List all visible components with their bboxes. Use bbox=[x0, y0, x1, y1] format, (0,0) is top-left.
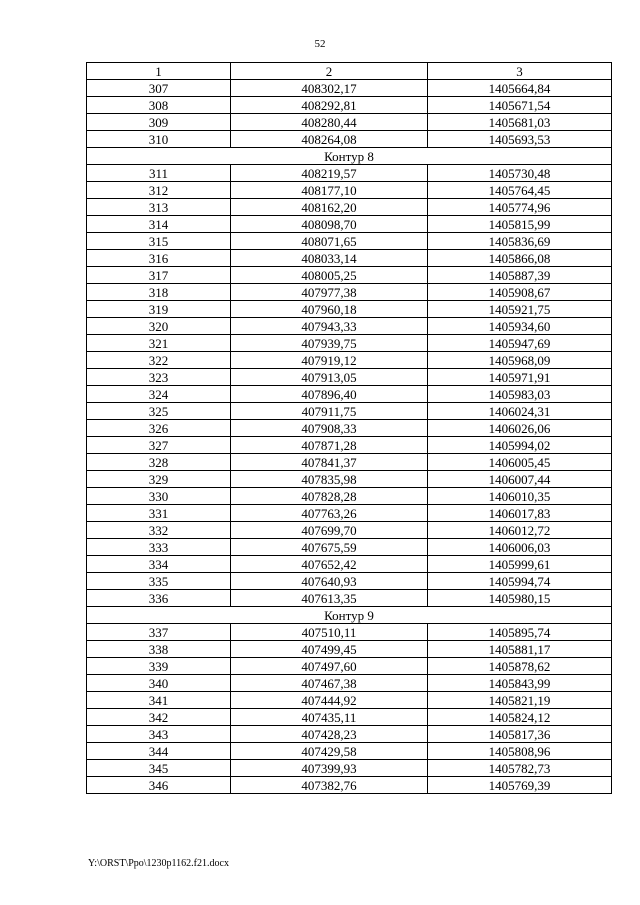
cell-y-coordinate: 1405664,84 bbox=[428, 80, 612, 97]
cell-point-number: 342 bbox=[87, 709, 231, 726]
cell-x-coordinate: 407977,38 bbox=[231, 284, 428, 301]
cell-x-coordinate: 407943,33 bbox=[231, 318, 428, 335]
cell-point-number: 319 bbox=[87, 301, 231, 318]
cell-point-number: 333 bbox=[87, 539, 231, 556]
table-row bbox=[87, 131, 612, 148]
cell-point-number: 341 bbox=[87, 692, 231, 709]
cell-x-coordinate: 407429,58 bbox=[231, 743, 428, 760]
table-row bbox=[87, 420, 612, 437]
table-header-row bbox=[87, 63, 612, 80]
table-row bbox=[87, 539, 612, 556]
cell-x-coordinate: 408162,20 bbox=[231, 199, 428, 216]
cell-x-coordinate: 407640,93 bbox=[231, 573, 428, 590]
table-row bbox=[87, 369, 612, 386]
cell-point-number: 308 bbox=[87, 97, 231, 114]
cell-x-coordinate: 407699,70 bbox=[231, 522, 428, 539]
table-row bbox=[87, 726, 612, 743]
cell-y-coordinate: 1405808,96 bbox=[428, 743, 612, 760]
cell-point-number: 324 bbox=[87, 386, 231, 403]
cell-x-coordinate: 408280,44 bbox=[231, 114, 428, 131]
cell-x-coordinate: 408264,08 bbox=[231, 131, 428, 148]
cell-y-coordinate: 1406010,35 bbox=[428, 488, 612, 505]
cell-y-coordinate: 1405681,03 bbox=[428, 114, 612, 131]
table-row bbox=[87, 335, 612, 352]
section-label: Контур 9 bbox=[87, 607, 612, 624]
table-row bbox=[87, 301, 612, 318]
cell-y-coordinate: 1406024,31 bbox=[428, 403, 612, 420]
cell-point-number: 321 bbox=[87, 335, 231, 352]
cell-y-coordinate: 1405999,61 bbox=[428, 556, 612, 573]
cell-x-coordinate: 408302,17 bbox=[231, 80, 428, 97]
cell-y-coordinate: 1405866,08 bbox=[428, 250, 612, 267]
cell-point-number: 331 bbox=[87, 505, 231, 522]
cell-point-number: 335 bbox=[87, 573, 231, 590]
table-row bbox=[87, 675, 612, 692]
cell-point-number: 345 bbox=[87, 760, 231, 777]
cell-y-coordinate: 1406005,45 bbox=[428, 454, 612, 471]
cell-x-coordinate: 407382,76 bbox=[231, 777, 428, 794]
cell-point-number: 323 bbox=[87, 369, 231, 386]
section-row bbox=[87, 148, 612, 165]
cell-point-number: 327 bbox=[87, 437, 231, 454]
cell-point-number: 337 bbox=[87, 624, 231, 641]
cell-point-number: 330 bbox=[87, 488, 231, 505]
table-row bbox=[87, 403, 612, 420]
cell-point-number: 339 bbox=[87, 658, 231, 675]
table-row bbox=[87, 760, 612, 777]
table-row bbox=[87, 658, 612, 675]
table-row bbox=[87, 284, 612, 301]
table-row bbox=[87, 216, 612, 233]
cell-x-coordinate: 407911,75 bbox=[231, 403, 428, 420]
cell-y-coordinate: 1405983,03 bbox=[428, 386, 612, 403]
cell-y-coordinate: 1405934,60 bbox=[428, 318, 612, 335]
table-row bbox=[87, 250, 612, 267]
cell-x-coordinate: 408005,25 bbox=[231, 267, 428, 284]
cell-x-coordinate: 408177,10 bbox=[231, 182, 428, 199]
cell-x-coordinate: 407510,11 bbox=[231, 624, 428, 641]
table-row bbox=[87, 777, 612, 794]
table-row bbox=[87, 165, 612, 182]
cell-x-coordinate: 407428,23 bbox=[231, 726, 428, 743]
cell-x-coordinate: 407399,93 bbox=[231, 760, 428, 777]
column-header-y: 3 bbox=[428, 63, 612, 80]
cell-x-coordinate: 407444,92 bbox=[231, 692, 428, 709]
cell-point-number: 318 bbox=[87, 284, 231, 301]
table-row bbox=[87, 590, 612, 607]
table-row bbox=[87, 488, 612, 505]
cell-point-number: 344 bbox=[87, 743, 231, 760]
cell-point-number: 343 bbox=[87, 726, 231, 743]
table-row bbox=[87, 318, 612, 335]
cell-point-number: 310 bbox=[87, 131, 231, 148]
cell-x-coordinate: 407908,33 bbox=[231, 420, 428, 437]
cell-y-coordinate: 1405947,69 bbox=[428, 335, 612, 352]
table-row bbox=[87, 624, 612, 641]
cell-y-coordinate: 1405836,69 bbox=[428, 233, 612, 250]
page-number: 52 bbox=[314, 38, 326, 50]
cell-point-number: 317 bbox=[87, 267, 231, 284]
table-row bbox=[87, 556, 612, 573]
table-row bbox=[87, 692, 612, 709]
table-row bbox=[87, 182, 612, 199]
cell-y-coordinate: 1405980,15 bbox=[428, 590, 612, 607]
cell-y-coordinate: 1405817,36 bbox=[428, 726, 612, 743]
cell-point-number: 346 bbox=[87, 777, 231, 794]
table-row bbox=[87, 114, 612, 131]
cell-y-coordinate: 1405994,02 bbox=[428, 437, 612, 454]
cell-point-number: 334 bbox=[87, 556, 231, 573]
column-header-x: 2 bbox=[231, 63, 428, 80]
table-row bbox=[87, 743, 612, 760]
cell-y-coordinate: 1405895,74 bbox=[428, 624, 612, 641]
table-row bbox=[87, 97, 612, 114]
cell-x-coordinate: 407499,45 bbox=[231, 641, 428, 658]
cell-x-coordinate: 407896,40 bbox=[231, 386, 428, 403]
cell-x-coordinate: 408219,57 bbox=[231, 165, 428, 182]
cell-y-coordinate: 1405821,19 bbox=[428, 692, 612, 709]
cell-y-coordinate: 1405908,67 bbox=[428, 284, 612, 301]
table-row bbox=[87, 267, 612, 284]
cell-point-number: 311 bbox=[87, 165, 231, 182]
cell-x-coordinate: 407835,98 bbox=[231, 471, 428, 488]
cell-x-coordinate: 407675,59 bbox=[231, 539, 428, 556]
cell-y-coordinate: 1405994,74 bbox=[428, 573, 612, 590]
cell-point-number: 322 bbox=[87, 352, 231, 369]
cell-y-coordinate: 1405774,96 bbox=[428, 199, 612, 216]
cell-y-coordinate: 1405769,39 bbox=[428, 777, 612, 794]
table-row bbox=[87, 454, 612, 471]
section-label: Контур 8 bbox=[87, 148, 612, 165]
cell-x-coordinate: 407435,11 bbox=[231, 709, 428, 726]
cell-y-coordinate: 1405971,91 bbox=[428, 369, 612, 386]
cell-x-coordinate: 407939,75 bbox=[231, 335, 428, 352]
table-row bbox=[87, 573, 612, 590]
cell-y-coordinate: 1406026,06 bbox=[428, 420, 612, 437]
cell-point-number: 325 bbox=[87, 403, 231, 420]
cell-y-coordinate: 1406017,83 bbox=[428, 505, 612, 522]
cell-point-number: 320 bbox=[87, 318, 231, 335]
cell-y-coordinate: 1405671,54 bbox=[428, 97, 612, 114]
cell-x-coordinate: 407871,28 bbox=[231, 437, 428, 454]
cell-x-coordinate: 407613,35 bbox=[231, 590, 428, 607]
footer-file-path: Y:\ORST\Ppo\1230p1162.f21.docx bbox=[88, 858, 229, 869]
cell-y-coordinate: 1405782,73 bbox=[428, 760, 612, 777]
cell-x-coordinate: 407652,42 bbox=[231, 556, 428, 573]
coordinates-table bbox=[86, 62, 612, 794]
table-row bbox=[87, 471, 612, 488]
table-row bbox=[87, 352, 612, 369]
cell-point-number: 312 bbox=[87, 182, 231, 199]
cell-y-coordinate: 1405764,45 bbox=[428, 182, 612, 199]
cell-x-coordinate: 407763,26 bbox=[231, 505, 428, 522]
table-row bbox=[87, 709, 612, 726]
table-row bbox=[87, 437, 612, 454]
cell-point-number: 315 bbox=[87, 233, 231, 250]
table-row bbox=[87, 641, 612, 658]
cell-point-number: 326 bbox=[87, 420, 231, 437]
cell-y-coordinate: 1405878,62 bbox=[428, 658, 612, 675]
cell-y-coordinate: 1405815,99 bbox=[428, 216, 612, 233]
cell-x-coordinate: 408292,81 bbox=[231, 97, 428, 114]
cell-x-coordinate: 408098,70 bbox=[231, 216, 428, 233]
cell-point-number: 313 bbox=[87, 199, 231, 216]
table-body bbox=[87, 80, 612, 794]
table-row bbox=[87, 199, 612, 216]
cell-x-coordinate: 407841,37 bbox=[231, 454, 428, 471]
cell-point-number: 309 bbox=[87, 114, 231, 131]
cell-y-coordinate: 1406006,03 bbox=[428, 539, 612, 556]
cell-x-coordinate: 407919,12 bbox=[231, 352, 428, 369]
table-row bbox=[87, 233, 612, 250]
cell-y-coordinate: 1405824,12 bbox=[428, 709, 612, 726]
cell-y-coordinate: 1405693,53 bbox=[428, 131, 612, 148]
cell-y-coordinate: 1406007,44 bbox=[428, 471, 612, 488]
cell-point-number: 316 bbox=[87, 250, 231, 267]
cell-point-number: 338 bbox=[87, 641, 231, 658]
cell-point-number: 332 bbox=[87, 522, 231, 539]
cell-x-coordinate: 407913,05 bbox=[231, 369, 428, 386]
table-row bbox=[87, 386, 612, 403]
cell-y-coordinate: 1405968,09 bbox=[428, 352, 612, 369]
cell-point-number: 328 bbox=[87, 454, 231, 471]
cell-x-coordinate: 407467,38 bbox=[231, 675, 428, 692]
cell-y-coordinate: 1405843,99 bbox=[428, 675, 612, 692]
cell-x-coordinate: 407828,28 bbox=[231, 488, 428, 505]
table-row bbox=[87, 80, 612, 97]
column-header-point-number: 1 bbox=[87, 63, 231, 80]
cell-x-coordinate: 407960,18 bbox=[231, 301, 428, 318]
cell-point-number: 336 bbox=[87, 590, 231, 607]
cell-point-number: 307 bbox=[87, 80, 231, 97]
cell-point-number: 314 bbox=[87, 216, 231, 233]
cell-x-coordinate: 407497,60 bbox=[231, 658, 428, 675]
cell-y-coordinate: 1406012,72 bbox=[428, 522, 612, 539]
cell-point-number: 329 bbox=[87, 471, 231, 488]
table-row bbox=[87, 505, 612, 522]
cell-y-coordinate: 1405730,48 bbox=[428, 165, 612, 182]
cell-x-coordinate: 408071,65 bbox=[231, 233, 428, 250]
cell-y-coordinate: 1405921,75 bbox=[428, 301, 612, 318]
cell-y-coordinate: 1405887,39 bbox=[428, 267, 612, 284]
cell-y-coordinate: 1405881,17 bbox=[428, 641, 612, 658]
cell-point-number: 340 bbox=[87, 675, 231, 692]
section-row bbox=[87, 607, 612, 624]
cell-x-coordinate: 408033,14 bbox=[231, 250, 428, 267]
table-row bbox=[87, 522, 612, 539]
